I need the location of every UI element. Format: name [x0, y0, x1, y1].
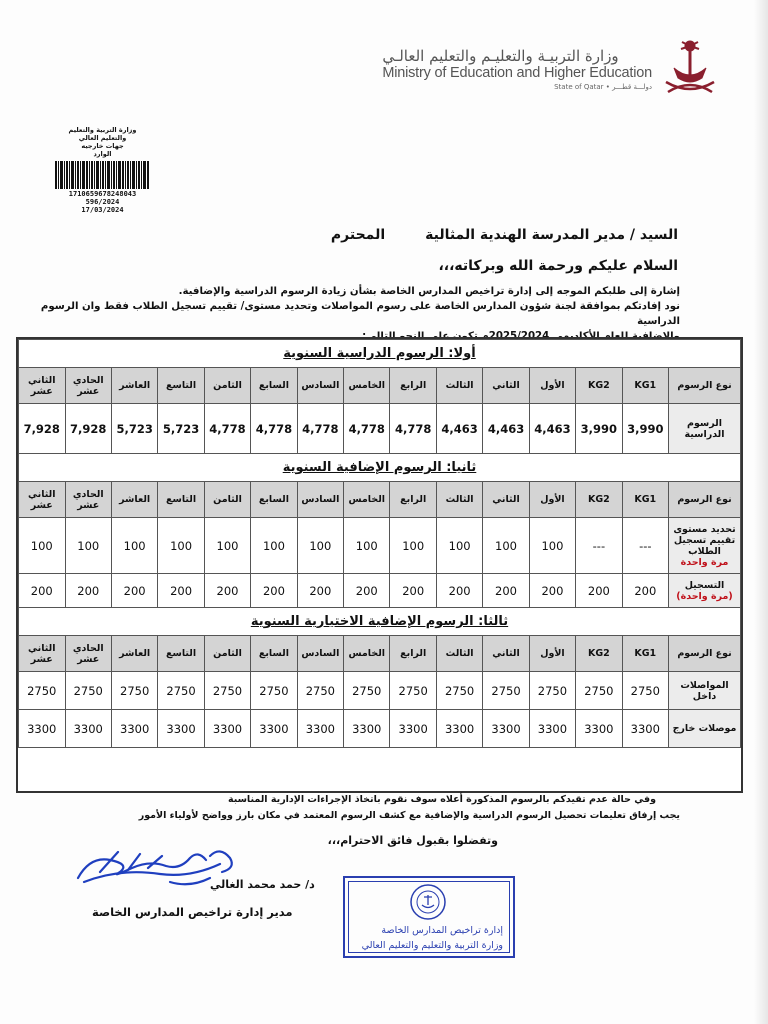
fee-cell: 3300 — [436, 710, 482, 748]
fee-label-text: تحديد مستوى تقييم تسجيل الطلاب — [673, 523, 736, 557]
fee-cell: 5,723 — [111, 404, 157, 454]
fee-type-header: نوع الرسوم — [669, 482, 741, 518]
barcode-icon — [55, 161, 150, 189]
fee-cell: 2750 — [576, 672, 622, 710]
fee-cell: 3300 — [483, 710, 529, 748]
scan-edge — [754, 0, 768, 1024]
fee-cell: 100 — [251, 518, 297, 574]
fee-cell: 7,928 — [65, 404, 111, 454]
fee-cell: 200 — [158, 574, 204, 608]
ministry-header — [382, 38, 720, 100]
fee-cell: 200 — [436, 574, 482, 608]
addressee — [331, 227, 678, 243]
fee-cell: 3300 — [344, 710, 390, 748]
fee-note: (مرة واحدة) — [676, 590, 733, 602]
grade-header: KG1 — [622, 636, 668, 672]
fee-cell: 3300 — [158, 710, 204, 748]
grade-header: الخامس — [344, 636, 390, 672]
fee-cell: 5,723 — [158, 404, 204, 454]
fee-cell: 100 — [111, 518, 157, 574]
fee-cell: 200 — [251, 574, 297, 608]
fee-row-label — [669, 404, 741, 454]
grade-header: العاشر — [111, 636, 157, 672]
grade-header: السابع — [251, 482, 297, 518]
fee-cell: 3300 — [390, 710, 436, 748]
fee-cell: 2750 — [529, 672, 575, 710]
grade-header: السادس — [297, 368, 343, 404]
department-stamp — [343, 876, 515, 958]
fee-cell: 3300 — [297, 710, 343, 748]
stamp-department: إدارة تراخيص المدارس الخاصة — [381, 925, 503, 936]
fee-cell: 100 — [436, 518, 482, 574]
grade-header: التاسع — [158, 368, 204, 404]
fee-cell: 2750 — [158, 672, 204, 710]
fee-cell: 3300 — [576, 710, 622, 748]
barcode-number: 1710659678248043 — [68, 190, 137, 198]
grade-header: الرابع — [390, 368, 436, 404]
grade-header: التاسع — [158, 482, 204, 518]
fee-cell: 4,463 — [483, 404, 529, 454]
grade-header: الخامس — [344, 482, 390, 518]
fee-cell: 200 — [65, 574, 111, 608]
closing-line: وتفضلوا بقبول فائق الاحترام،،، — [327, 834, 498, 847]
fee-cell: 2750 — [251, 672, 297, 710]
grade-header: الثاني — [483, 368, 529, 404]
grade-header-row — [19, 482, 741, 518]
fee-cell: 200 — [622, 574, 668, 608]
fee-cell: --- — [622, 518, 668, 574]
fee-row — [19, 574, 741, 608]
fee-cell: 4,778 — [297, 404, 343, 454]
ministry-name-en: Ministry of Education and Higher Education — [382, 65, 652, 81]
signer-name: د/ حمد محمد الغالي — [210, 878, 315, 891]
fee-cell: 100 — [19, 518, 66, 574]
fee-cell: 200 — [390, 574, 436, 608]
fee-type-header: نوع الرسوم — [669, 636, 741, 672]
fee-row — [19, 710, 741, 748]
fee-cell: 2750 — [483, 672, 529, 710]
sticker-ministry: وزارة التربية والتعليم والتعليم العالي — [68, 126, 137, 142]
fee-cell: 200 — [483, 574, 529, 608]
grade-header: الثامن — [204, 636, 250, 672]
grade-header: الحادي عشر — [65, 482, 111, 518]
fee-cell: 3300 — [111, 710, 157, 748]
fee-cell: 3,990 — [576, 404, 622, 454]
fee-cell: 200 — [576, 574, 622, 608]
grade-header: الثاني عشر — [19, 368, 66, 404]
grade-header: KG2 — [576, 482, 622, 518]
grade-header-row — [19, 368, 741, 404]
ministry-seal-icon — [409, 883, 447, 921]
grade-header: الثامن — [204, 368, 250, 404]
section-title-row — [19, 454, 741, 482]
incoming-sticker — [55, 126, 150, 214]
fee-cell: 2750 — [297, 672, 343, 710]
grade-header: الثامن — [204, 482, 250, 518]
fee-cell: 4,778 — [390, 404, 436, 454]
grade-header: العاشر — [111, 482, 157, 518]
addressee-honorific: المحترم — [330, 227, 386, 243]
fee-cell: 100 — [158, 518, 204, 574]
fee-label-text: موصلات خارج — [672, 723, 737, 734]
fee-row-label — [669, 672, 741, 710]
ministry-name-ar: وزارة التربيـة والتعليـم والتعليم العالـي — [382, 47, 619, 65]
fee-cell: 2750 — [204, 672, 250, 710]
fee-cell: 200 — [19, 574, 66, 608]
grade-header: الحادي عشر — [65, 368, 111, 404]
grade-header: الأول — [529, 636, 575, 672]
fee-cell: 2750 — [111, 672, 157, 710]
footer-note-1: وفي حالة عدم تقيدكم بالرسوم المذكورة أعلاه سوف نقوم باتخاذ الإجراءات الإدارية المناسبة — [227, 794, 656, 805]
fee-cell: 200 — [297, 574, 343, 608]
fee-row — [19, 672, 741, 710]
fee-cell: 7,928 — [19, 404, 66, 454]
fee-cell: 3300 — [622, 710, 668, 748]
fee-cell: 200 — [111, 574, 157, 608]
grade-header: الأول — [529, 368, 575, 404]
section-title-row — [19, 608, 741, 636]
fee-cell: 4,463 — [436, 404, 482, 454]
grade-header: السادس — [297, 636, 343, 672]
sticker-date: 17/03/2024 — [81, 206, 124, 214]
grade-header: الثاني — [483, 636, 529, 672]
ministry-text — [382, 47, 652, 91]
fee-cell: 4,778 — [204, 404, 250, 454]
fee-cell: 3300 — [529, 710, 575, 748]
fees-table-frame — [16, 337, 743, 793]
fee-row — [19, 518, 741, 574]
section-title: أولا: الرسوم الدراسية السنوية — [19, 340, 741, 368]
footer-note-2: يجب إرفاق تعليمات تحصيل الرسوم الدراسية والإضافية مع كشف الرسوم المعتمد في مكان بارز وواضح لأولياء الأمور — [138, 810, 680, 821]
body-line: إشارة إلى طلبكم الموجه إلى إدارة تراخيص المدارس الخاصة بشأن زيادة الرسوم الدراسية والإضافية. — [178, 286, 680, 297]
fee-cell: 2750 — [436, 672, 482, 710]
fee-cell: 100 — [297, 518, 343, 574]
fee-label-text: التسجيل — [684, 579, 725, 591]
grade-header: العاشر — [111, 368, 157, 404]
letter-body — [30, 284, 680, 344]
grade-header: السابع — [251, 636, 297, 672]
section-title: ثانيا: الرسوم الإضافية السنوية — [19, 454, 741, 482]
fee-cell: 3300 — [19, 710, 66, 748]
fee-cell: 4,778 — [344, 404, 390, 454]
fee-row-label — [669, 710, 741, 748]
fee-type-header: نوع الرسوم — [669, 368, 741, 404]
grade-header: الثالث — [436, 636, 482, 672]
qatar-emblem-icon — [660, 38, 720, 100]
addressee-name: السيد / مدير المدرسة الهندية المثالية — [425, 227, 678, 243]
grade-header: الثالث — [436, 368, 482, 404]
grade-header: الثاني عشر — [19, 482, 66, 518]
fee-cell: 100 — [344, 518, 390, 574]
sticker-incoming: الوارد — [93, 150, 112, 158]
fee-cell: 2750 — [65, 672, 111, 710]
grade-header: السادس — [297, 482, 343, 518]
stamp-ministry: وزارة التربية والتعليم والتعليم العالي — [361, 940, 503, 951]
fee-cell: 3300 — [251, 710, 297, 748]
grade-header: KG1 — [622, 482, 668, 518]
greeting: السلام عليكم ورحمة الله وبركاته،،، — [438, 258, 678, 274]
fee-cell: 200 — [204, 574, 250, 608]
fee-cell: 3,990 — [622, 404, 668, 454]
fee-cell: 2750 — [19, 672, 66, 710]
fee-cell: --- — [576, 518, 622, 574]
fee-row-label — [669, 518, 741, 574]
grade-header: KG2 — [576, 368, 622, 404]
fees-table — [18, 339, 741, 748]
state-of-qatar: State of Qatar • دولـــة قطـــر — [554, 83, 652, 91]
grade-header: التاسع — [158, 636, 204, 672]
fee-cell: 3300 — [65, 710, 111, 748]
fee-cell: 100 — [390, 518, 436, 574]
fee-cell: 4,463 — [529, 404, 575, 454]
fee-note: مرة واحدة — [680, 556, 729, 568]
fee-cell: 2750 — [390, 672, 436, 710]
grade-header: الرابع — [390, 636, 436, 672]
fee-cell: 200 — [344, 574, 390, 608]
fee-cell: 2750 — [344, 672, 390, 710]
grade-header: الثاني عشر — [19, 636, 66, 672]
fee-cell: 100 — [204, 518, 250, 574]
section-title-row — [19, 340, 741, 368]
fee-label-text: المواصلات داخل — [680, 679, 729, 702]
sticker-dept: جهات خارجيه — [81, 142, 124, 150]
grade-header: الحادي عشر — [65, 636, 111, 672]
grade-header: الرابع — [390, 482, 436, 518]
fee-row — [19, 404, 741, 454]
section-title: ثالثا: الرسوم الإضافية الاختيارية السنوية — [19, 608, 741, 636]
fee-cell: 200 — [529, 574, 575, 608]
fee-cell: 100 — [529, 518, 575, 574]
fee-cell: 2750 — [622, 672, 668, 710]
fee-cell: 4,778 — [251, 404, 297, 454]
body-line: نود إفادتكم بموافقة لجنة شؤون المدارس الخاصة على رسوم المواصلات وتحديد مستوى/ تقييم تسجيل الطلاب فقط وان الرسوم الدراسية — [40, 301, 680, 327]
fee-cell: 100 — [65, 518, 111, 574]
fee-row-label — [669, 574, 741, 608]
grade-header: الأول — [529, 482, 575, 518]
sticker-ref: 596/2024 — [85, 198, 120, 206]
fee-cell: 100 — [483, 518, 529, 574]
signer-title: مدير إدارة تراخيص المدارس الخاصة — [92, 905, 293, 919]
grade-header: KG1 — [622, 368, 668, 404]
grade-header: الثاني — [483, 482, 529, 518]
grade-header: KG2 — [576, 636, 622, 672]
grade-header-row — [19, 636, 741, 672]
grade-header: الخامس — [344, 368, 390, 404]
grade-header: السابع — [251, 368, 297, 404]
grade-header: الثالث — [436, 482, 482, 518]
fee-cell: 3300 — [204, 710, 250, 748]
fee-label-text: الرسوم الدراسية — [684, 417, 725, 440]
